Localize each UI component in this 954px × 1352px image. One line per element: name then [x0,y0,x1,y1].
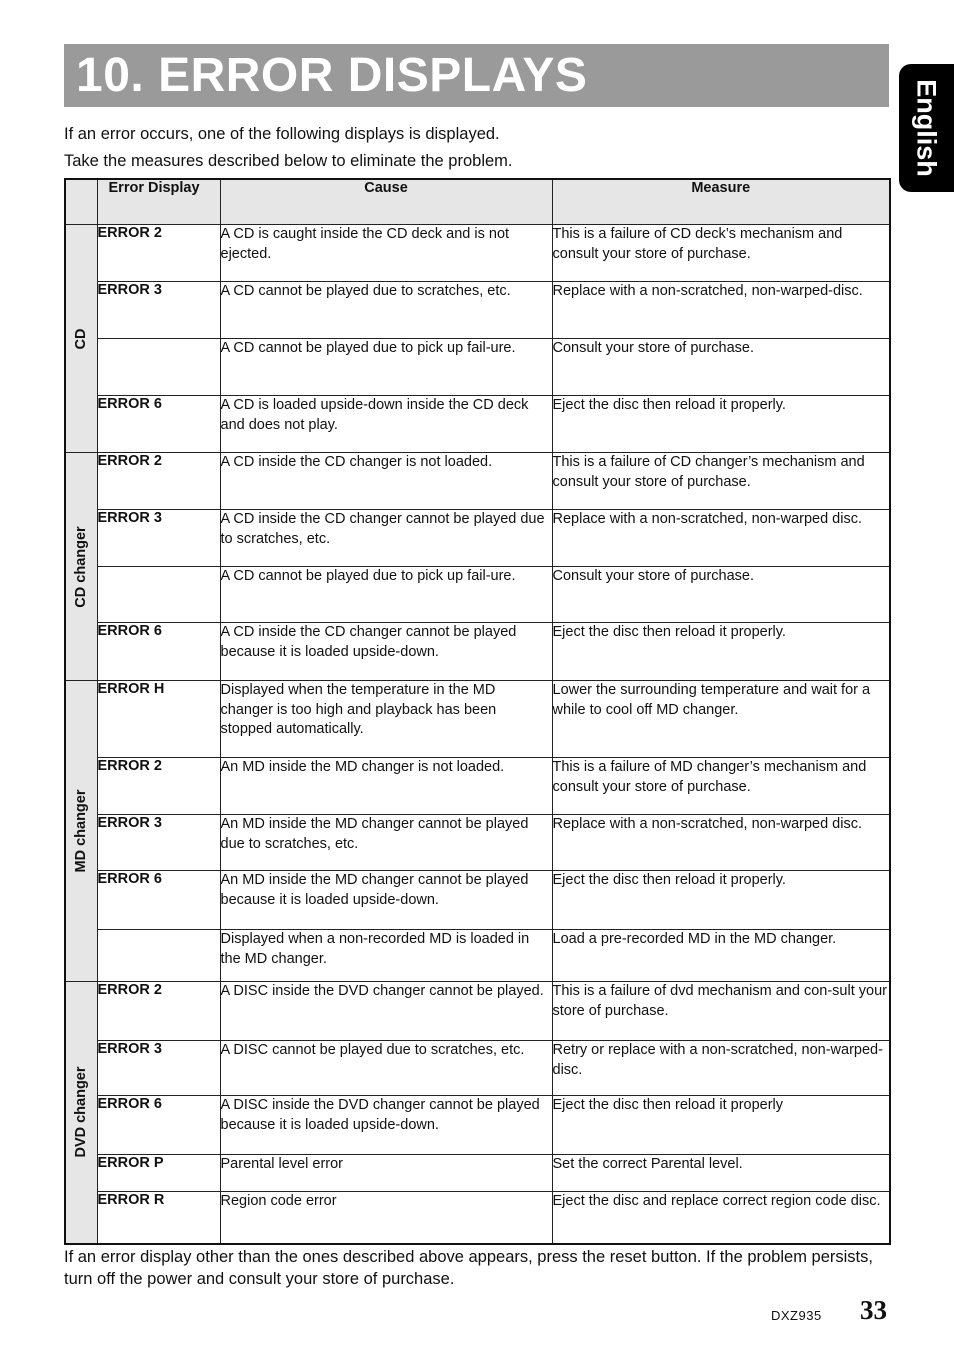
measure-cell: Lower the surrounding temperature and wait for a while to cool off MD changer. [552,681,890,758]
measure-cell: Replace with a non-scratched, non-warped disc. [552,815,890,871]
measure-cell: Eject the disc then reload it properly. [552,871,890,930]
error-table [64,178,891,1245]
cause-cell: A CD inside the CD changer cannot be played due to scratches, etc. [220,510,552,567]
group-label: DVD changer [73,1066,90,1158]
group-dvd-changer [65,982,97,1244]
group-md-changer [65,681,97,982]
cause-cell: A CD cannot be played due to pick up fail-ure. [220,339,552,396]
cause-cell: A CD inside the CD changer is not loaded. [220,453,552,510]
cause-cell: An MD inside the MD changer cannot be played due to scratches, etc. [220,815,552,871]
group-cd-changer [65,453,97,681]
intro-line-2: Take the measures described below to eliminate the problem. [64,152,513,170]
cause-cell: Parental level error [220,1155,552,1192]
table-row [65,815,890,871]
title-bar [64,44,889,107]
error-code: ERROR 3 [97,815,220,871]
cause-cell: A CD inside the CD changer cannot be played because it is loaded upside-down. [220,623,552,681]
measure-cell: Consult your store of purchase. [552,567,890,623]
cause-cell: A DISC inside the DVD changer cannot be played. [220,982,552,1041]
measure-cell: Load a pre-recorded MD in the MD changer. [552,930,890,982]
error-code [97,567,220,623]
measure-cell: This is a failure of CD changer’s mechanism and consult your store of purchase. [552,453,890,510]
table-row [65,225,890,282]
measure-cell: This is a failure of MD changer’s mechanism and consult your store of purchase. [552,758,890,815]
table-row [65,623,890,681]
intro-text [64,121,884,175]
table-row [65,930,890,982]
page-title: 10. ERROR DISPLAYS [76,49,588,102]
cause-cell: An MD inside the MD changer is not loaded. [220,758,552,815]
table-row [65,871,890,930]
measure-cell: Replace with a non-scratched, non-warped disc. [552,510,890,567]
table-row [65,510,890,567]
cause-cell: Displayed when a non-recorded MD is loaded in the MD changer. [220,930,552,982]
table-row [65,1041,890,1096]
error-code: ERROR 2 [97,225,220,282]
table-row [65,282,890,339]
measure-cell: Set the correct Parental level. [552,1155,890,1192]
error-code: ERROR 6 [97,871,220,930]
error-code: ERROR 6 [97,1096,220,1155]
cause-cell: A DISC cannot be played due to scratches, etc. [220,1041,552,1096]
error-code: ERROR H [97,681,220,758]
group-cd [65,225,97,453]
cause-cell: Region code error [220,1192,552,1244]
cause-cell: A CD cannot be played due to pick up fail-ure. [220,567,552,623]
group-label: CD changer [73,525,90,608]
header-corner [65,179,97,225]
error-code: ERROR 6 [97,623,220,681]
cause-cell: A DISC inside the DVD changer cannot be played because it is loaded upside-down. [220,1096,552,1155]
table-row [65,1096,890,1155]
group-label: MD changer [73,789,90,873]
error-code: ERROR R [97,1192,220,1244]
error-code: ERROR 3 [97,510,220,567]
measure-cell: Replace with a non-scratched, non-warped-disc. [552,282,890,339]
error-code [97,930,220,982]
cause-cell: A CD cannot be played due to scratches, etc. [220,282,552,339]
error-code: ERROR 2 [97,982,220,1041]
table-row [65,396,890,453]
error-code: ERROR 6 [97,396,220,453]
measure-cell: Eject the disc then reload it properly. [552,396,890,453]
header-measure: Measure [552,179,890,225]
table-row [65,681,890,758]
measure-cell: Eject the disc then reload it properly [552,1096,890,1155]
header-cause: Cause [220,179,552,225]
error-code: ERROR 2 [97,758,220,815]
table-row [65,1155,890,1192]
cause-cell: Displayed when the temperature in the MD changer is too high and playback has been stopped automatically. [220,681,552,758]
error-code: ERROR 3 [97,1041,220,1096]
language-tab [899,64,954,192]
footer-note: If an error display other than the ones described above appears, press the reset button. If the problem persists, turn off the power and consult your store of purchase. [64,1248,873,1288]
table-row [65,339,890,396]
table-row [65,758,890,815]
table-header-row [65,179,890,225]
cause-cell: A CD is loaded upside-down inside the CD deck and does not play. [220,396,552,453]
table-row [65,453,890,510]
table-row [65,567,890,623]
page-number: 33 [860,1295,887,1325]
header-error-display: Error Display [97,179,220,225]
measure-cell: This is a failure of dvd mechanism and con-sult your store of purchase. [552,982,890,1041]
measure-cell: Eject the disc then reload it properly. [552,623,890,681]
error-code: ERROR P [97,1155,220,1192]
cause-cell: An MD inside the MD changer cannot be played because it is loaded upside-down. [220,871,552,930]
error-code [97,339,220,396]
measure-cell: Eject the disc and replace correct region code disc. [552,1192,890,1244]
language-tab-label: English [911,79,942,177]
measure-cell: Consult your store of purchase. [552,339,890,396]
table-row [65,1192,890,1244]
error-code: ERROR 2 [97,453,220,510]
measure-cell: This is a failure of CD deck’s mechanism and consult your store of purchase. [552,225,890,282]
intro-line-1: If an error occurs, one of the following displays is displayed. [64,125,500,143]
cause-cell: A CD is caught inside the CD deck and is not ejected. [220,225,552,282]
model-number: DXZ935 [771,1308,822,1323]
table-row [65,982,890,1041]
group-label: CD [73,328,90,349]
measure-cell: Retry or replace with a non-scratched, non-warped-disc. [552,1041,890,1096]
error-code: ERROR 3 [97,282,220,339]
